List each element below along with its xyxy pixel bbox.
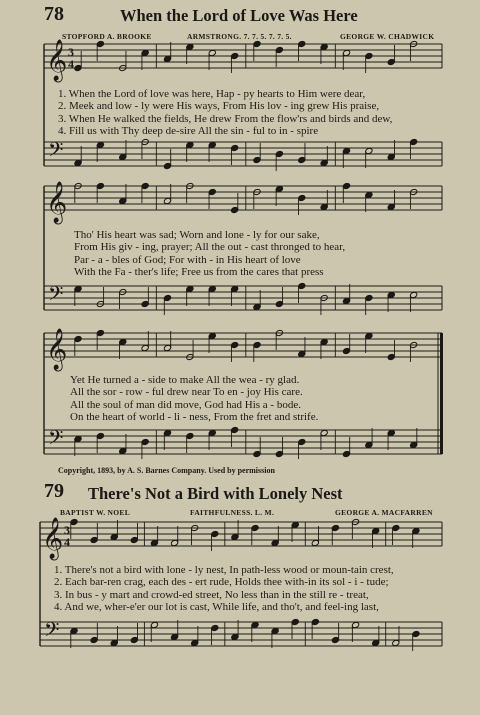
hymn-title: There's Not a Bird with Lonely Nest (88, 484, 343, 503)
verse-line: With the Fa - ther's life; Free us from the cares that press (74, 266, 324, 279)
verse-line: 3. In bus - y mart and crowd-ed street, No less than in the still re - treat, (54, 588, 369, 601)
verse-line: On the heart of world - li - ness, From the fret and strife. (70, 411, 319, 424)
copyright-note: Copyright, 1893, by A. S. Barnes Company. Used by permission (58, 466, 275, 475)
verse-block-3 (70, 374, 318, 424)
time-signature-top: 3 (68, 45, 74, 59)
verse-line: 2. Each bar-ren crag, each des - ert rude, Holds thee with-in its sol - i - tude; (54, 576, 389, 589)
verse-block-4 (54, 564, 394, 614)
hymn-number: 79 (44, 480, 64, 502)
verse-line: 3. When He walked the fields, He drew From the flow'rs and birds and dew, (58, 112, 393, 125)
verse-line: From His giv - ing, prayer; All the out - cast thronged to hear, (74, 241, 346, 254)
verse-line: Yet He turned a - side to make All the wea - ry glad. (70, 374, 300, 386)
final-bar-thick (440, 333, 443, 454)
treble-clef-icon: 𝄞 (46, 40, 68, 81)
verse-line: 4. Fill us with Thy deep de-sire All the sin - ful to in - spire (58, 125, 319, 138)
time-signature-top: 3 (64, 523, 70, 537)
bass-clef-icon: 𝄢 (48, 138, 64, 166)
hymn-number: 78 (44, 3, 64, 25)
hymn-tune: ARMSTRONG. 7. 7. 5. 7. 7. 5. (187, 32, 292, 41)
verse-line: All the sor - row - ful drew near To en - joy His care. (70, 386, 303, 399)
treble-clef-icon: 𝄞 (46, 182, 68, 223)
bass-clef-icon: 𝄢 (48, 282, 64, 310)
verse-line: 1. There's not a bird with lone - ly nest, In path-less wood or moun-tain crest, (54, 564, 394, 576)
verse-line: All the soul of man did move, God had His a - bode. (70, 398, 301, 411)
hymn-composer: GEORGE A. MACFARREN (335, 508, 433, 517)
treble-clef-icon: 𝄞 (42, 518, 64, 559)
verse-line: 2. Meek and low - ly were His ways, From His lov - ing grew His praise, (58, 100, 380, 113)
bass-clef-icon: 𝄢 (48, 426, 64, 454)
verse-line: Tho' His heart was sad; Worn and lone - ly for our sake, (74, 229, 320, 241)
hymn-author: STOPFORD A. BROOKE (62, 32, 152, 41)
time-signature-bottom: 4 (64, 535, 70, 549)
verse-line: Par - a - bles of God; For with - in His heart of love (74, 253, 301, 266)
verse-block-2 (74, 229, 345, 279)
verse-line: 1. When the Lord of love was here, Hap - py hearts to Him were dear, (58, 88, 366, 100)
treble-clef-icon: 𝄞 (46, 329, 68, 370)
hymn-tune: FAITHFULNESS. L. M. (190, 508, 275, 517)
time-signature-bottom: 4 (68, 57, 74, 71)
bass-clef-icon: 𝄢 (44, 618, 60, 646)
verse-block-1 (58, 88, 392, 138)
hymn-author: BAPTIST W. NOEL (60, 508, 131, 517)
hymn-title: When the Lord of Love Was Here (120, 6, 358, 25)
hymn-composer: GEORGE W. CHADWICK (340, 32, 435, 41)
verse-line: 4. And we, wher-e'er our lot is cast, While life, and tho't, and feel-ing last, (54, 601, 379, 614)
